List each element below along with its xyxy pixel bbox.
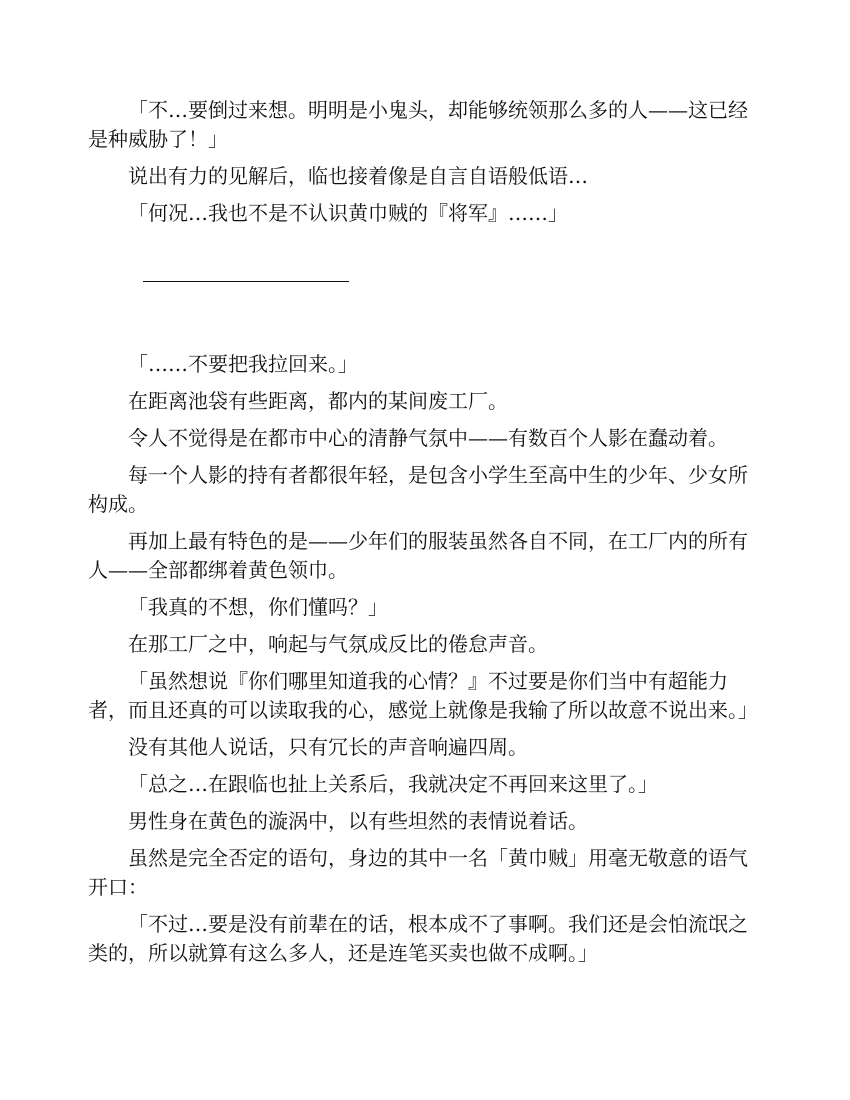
paragraph: 男性身在黄色的漩涡中，以有些坦然的表情说着话。 (128, 809, 588, 833)
paragraph: 虽然是完全否定的语句，身边的其中一名「黄巾贼」用毫无敬意的语气开口： (88, 846, 748, 899)
paragraph: 「我真的不想，你们懂吗？」 (128, 595, 388, 619)
paragraph: 没有其他人说话，只有冗长的声音响遍四周。 (128, 735, 528, 759)
paragraph: 在距离池袋有些距离，都内的某间废工厂。 (128, 389, 508, 413)
paragraph: 在那工厂之中，响起与气氛成反比的倦怠声音。 (128, 632, 548, 656)
paragraph: 「……不要把我拉回来。」 (128, 352, 358, 376)
paragraph: 「虽然想说『你们哪里知道我的心情？』不过要是你们当中有超能力者，而且还真的可以读取我的心，感觉上就像是我输了所以故意不说出来。」 (88, 669, 758, 722)
paragraph: 令人不觉得是在都市中心的清静气氛中——有数百个人影在蠢动着。 (128, 426, 728, 450)
section-divider (88, 236, 748, 350)
paragraph: 「总之…在跟临也扯上关系后，我就决定不再回来这里了。」 (128, 772, 658, 796)
paragraph: 说出有力的见解后，临也接着像是自言自语般低语… (128, 164, 588, 188)
document-page (88, 96, 758, 976)
paragraph: 再加上最有特色的是——少年们的服装虽然各自不同，在工厂内的所有人——全部都绑着黄色领巾。 (88, 529, 748, 582)
paragraph: 「不…要倒过来想。明明是小鬼头，却能够统领那么多的人——这已经是种威胁了！」 (88, 98, 748, 151)
paragraph: 「何况…我也不是不认识黄巾贼的『将军』……」 (128, 201, 568, 225)
divider-line (143, 281, 349, 282)
paragraph: 「不过…要是没有前辈在的话，根本成不了事啊。我们还是会怕流氓之类的，所以就算有这么多人，还是连笔买卖也做不成啊。」 (88, 912, 748, 965)
paragraph: 每一个人影的持有者都很年轻，是包含小学生至高中生的少年、少女所构成。 (88, 463, 748, 516)
